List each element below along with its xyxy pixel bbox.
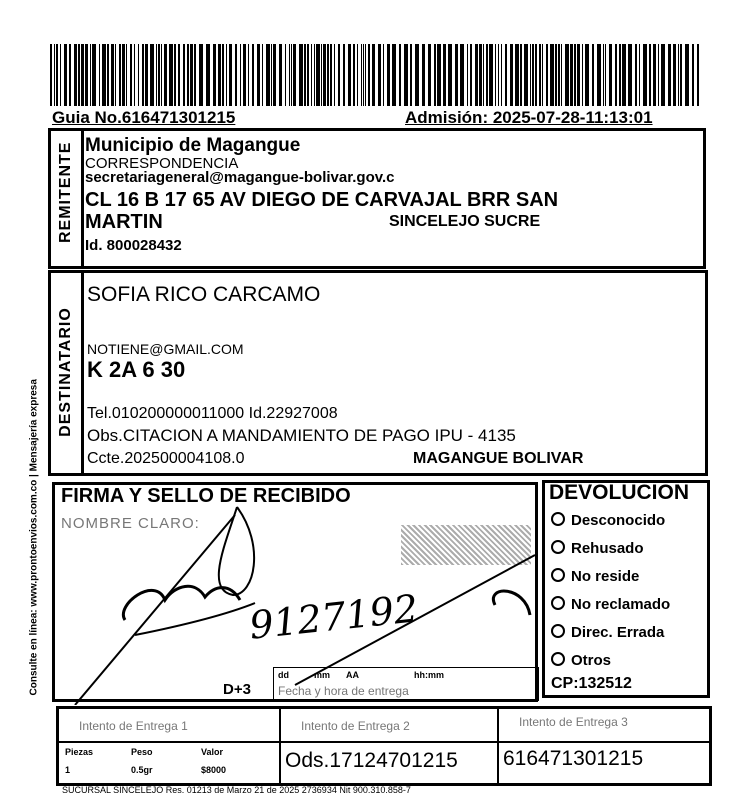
d3-label: D+3 xyxy=(223,681,251,698)
barcode-bar xyxy=(535,44,537,106)
barcode-bar xyxy=(271,44,272,106)
barcode-bar xyxy=(252,44,254,106)
remitente-address-line2: MARTIN xyxy=(85,211,163,233)
barcode-bar xyxy=(383,44,384,106)
barcode-bar xyxy=(307,44,309,106)
barcode-bar xyxy=(122,44,125,106)
barcode-bar xyxy=(649,44,651,106)
detalle-value-valor: $8000 xyxy=(201,765,227,775)
destinatario-label: DESTINATARIO xyxy=(57,307,74,437)
barcode-bar xyxy=(194,44,196,106)
barcode-bar xyxy=(235,44,237,106)
barcode-bar xyxy=(555,44,557,106)
barcode-bar xyxy=(213,44,216,106)
barcode-bar xyxy=(479,44,482,106)
barcode-bar xyxy=(243,44,246,106)
barcode-bar xyxy=(54,44,55,106)
intento-2-label: Intento de Entrega 2 xyxy=(301,719,410,733)
barcode-bar xyxy=(673,44,676,106)
barcode-bar xyxy=(240,44,241,106)
fecha-col-dd: dd xyxy=(278,670,289,680)
intento-1-label: Intento de Entrega 1 xyxy=(79,719,188,733)
guia-number-cell xyxy=(498,742,710,784)
barcode-bar xyxy=(330,44,332,106)
barcode-bar xyxy=(266,44,270,106)
destinatario-city: MAGANGUE BOLIVAR xyxy=(413,450,584,467)
nombre-claro-label: NOMBRE CLARO: xyxy=(61,515,200,532)
barcode-bar xyxy=(434,44,436,106)
barcode-bar xyxy=(622,44,626,106)
admision-timestamp: Admisión: 2025-07-28-11:13:01 xyxy=(405,108,653,127)
barcode-bar xyxy=(678,44,679,106)
barcode-bar xyxy=(107,44,109,106)
barcode-bar xyxy=(226,44,227,106)
fecha-entrega-label: Fecha y hora de entrega xyxy=(278,684,409,698)
fecha-entrega-box xyxy=(273,667,539,701)
barcode-bar xyxy=(363,44,364,106)
barcode-bar xyxy=(692,44,694,106)
barcode-bar xyxy=(156,44,157,106)
remitente-name: Municipio de Magangue xyxy=(85,135,301,156)
barcode-bar xyxy=(428,44,431,106)
devolucion-item: Otros xyxy=(551,652,611,669)
barcode-bar xyxy=(539,44,541,106)
barcode-bar xyxy=(415,44,419,106)
barcode-bar xyxy=(299,44,303,106)
barcode-bar xyxy=(605,44,606,106)
barcode-bar xyxy=(542,44,543,106)
fecha-col-hhmm: hh:mm xyxy=(414,670,444,680)
remitente-email: secretariageneral@magangue-bolivar.gov.c xyxy=(85,169,395,186)
barcode-bar xyxy=(134,44,135,106)
ods-number: Ods.17124701215 xyxy=(285,749,458,772)
barcode-bar xyxy=(293,44,296,106)
barcode-bar xyxy=(187,44,189,106)
barcode-bar xyxy=(643,44,647,106)
devolucion-box xyxy=(542,480,710,698)
destinatario-address: K 2A 6 30 xyxy=(87,357,186,382)
option-circle-icon xyxy=(551,652,565,666)
devolucion-title: DEVOLUCION xyxy=(549,481,690,504)
barcode-bar xyxy=(532,44,534,106)
remitente-id: Id. 800028432 xyxy=(85,237,182,254)
devolucion-item: Desconocido xyxy=(551,512,665,529)
barcode-bar xyxy=(653,44,656,106)
intento-2-cell xyxy=(280,708,498,742)
barcode-bar xyxy=(316,44,320,106)
barcode-bar xyxy=(119,44,121,106)
side-website-text: Consulte en línea: www.prontoenvios.com.co | Mensajería expresa xyxy=(28,379,40,696)
barcode-bar xyxy=(199,44,203,106)
barcode-bar xyxy=(343,44,345,106)
detalle-value-peso: 0.5gr xyxy=(131,765,153,775)
barcode-bar xyxy=(585,44,589,106)
barcode-bar xyxy=(60,44,61,106)
barcode-bar xyxy=(291,44,292,106)
footer-text: SUCURSAL SINCELEJO Res. 01213 de Marzo 21 de 2025 2736934 Nit 900.310.858-7 xyxy=(62,785,411,795)
barcode-bar xyxy=(74,44,77,106)
barcode-bar xyxy=(164,44,167,106)
barcode-bar xyxy=(368,44,370,106)
ods-cell xyxy=(280,742,498,784)
remitente-box xyxy=(48,128,706,269)
barcode-bar xyxy=(285,44,286,106)
barcode-bar xyxy=(515,44,519,106)
barcode-bar xyxy=(142,44,144,106)
barcode-bar xyxy=(577,44,580,106)
barcode-bar xyxy=(372,44,375,106)
guia-number: Guia No.616471301215 xyxy=(52,108,236,127)
intentos-grid xyxy=(56,706,712,786)
barcode-bar xyxy=(262,44,263,106)
barcode-bar xyxy=(357,44,358,106)
detalle-value-piezas: 1 xyxy=(65,765,71,775)
barcode-bar xyxy=(353,44,355,106)
destinatario-email: NOTIENE@GMAIL.COM xyxy=(87,341,244,357)
remitente-city: SINCELEJO SUCRE xyxy=(389,213,541,230)
barcode-bar xyxy=(501,44,502,106)
fecha-col-mm: mm xyxy=(314,670,331,680)
devolucion-item: Direc. Errada xyxy=(551,624,664,641)
option-circle-icon xyxy=(551,512,565,526)
remitente-address-line1: CL 16 B 17 65 AV DIEGO DE CARVAJAL BRR SAN xyxy=(85,189,559,211)
intento-3-cell xyxy=(498,708,710,742)
barcode-bar xyxy=(64,44,67,106)
barcode-bar xyxy=(680,44,682,106)
firma-title: FIRMA Y SELLO DE RECIBIDO xyxy=(61,485,351,507)
barcode-bar xyxy=(99,44,100,106)
barcode-bar xyxy=(574,44,576,106)
barcode-bar xyxy=(570,44,573,106)
barcode xyxy=(50,44,702,106)
barcode-bar xyxy=(111,44,114,106)
destinatario-tel: Tel.010200000011000 Id.22927008 xyxy=(87,405,338,422)
barcode-bar xyxy=(145,44,148,106)
barcode-bar xyxy=(56,44,58,106)
barcode-bar xyxy=(661,44,665,106)
barcode-bar xyxy=(338,44,340,106)
barcode-bar xyxy=(206,44,210,106)
barcode-bar xyxy=(378,44,381,106)
barcode-bar xyxy=(178,44,180,106)
detalle-header-valor: Valor xyxy=(201,747,224,757)
option-circle-icon xyxy=(551,596,565,610)
barcode-bar xyxy=(615,44,617,106)
barcode-bar xyxy=(498,44,499,106)
barcode-bar xyxy=(85,44,88,106)
barcode-bar xyxy=(361,44,362,106)
barcode-bar xyxy=(609,44,612,106)
barcode-bar xyxy=(304,44,306,106)
remitente-label: REMITENTE xyxy=(57,141,74,243)
barcode-bar xyxy=(327,44,329,106)
barcode-bar xyxy=(334,44,335,106)
destinatario-obs: Obs.CITACION A MANDAMIENTO DE PAGO IPU - 4135 xyxy=(87,426,516,445)
barcode-bar xyxy=(81,44,84,106)
barcode-bar xyxy=(524,44,528,106)
barcode-bar xyxy=(279,44,282,106)
barcode-bar xyxy=(520,44,522,106)
handwritten-number: 9127192 xyxy=(247,586,421,648)
barcode-bar xyxy=(448,44,452,106)
destinatario-box xyxy=(48,270,708,476)
barcode-bar xyxy=(289,44,290,106)
barcode-bar xyxy=(365,44,366,106)
barcode-bar xyxy=(321,44,322,106)
barcode-bar xyxy=(546,44,548,106)
barcode-bar xyxy=(387,44,390,106)
barcode-bar xyxy=(410,44,412,106)
barcode-bar xyxy=(467,44,468,106)
remitente-dept: CORRESPONDENCIA xyxy=(85,155,239,172)
barcode-bar xyxy=(126,44,127,106)
barcode-bar xyxy=(392,44,396,106)
barcode-bar xyxy=(697,44,699,106)
barcode-bar xyxy=(505,44,507,106)
barcode-bar xyxy=(489,44,493,106)
barcode-bar xyxy=(561,44,562,106)
firma-box xyxy=(52,482,538,702)
detalle-cell xyxy=(58,742,280,784)
devolucion-item: No reclamado xyxy=(551,596,670,613)
barcode-bar xyxy=(314,44,315,106)
barcode-bar xyxy=(190,44,193,106)
devolucion-item: Rehusado xyxy=(551,540,644,557)
barcode-bar xyxy=(475,44,478,106)
barcode-bar xyxy=(218,44,221,106)
barcode-bar xyxy=(592,44,594,106)
devolucion-cp: CP:132512 xyxy=(551,675,632,692)
barcode-bar xyxy=(248,44,249,106)
barcode-bar xyxy=(603,44,604,106)
guia-number-big: 616471301215 xyxy=(503,747,644,770)
barcode-bar xyxy=(311,44,312,106)
barcode-bar xyxy=(455,44,458,106)
detalle-header-peso: Peso xyxy=(131,747,153,757)
barcode-bar xyxy=(169,44,173,106)
barcode-bar xyxy=(460,44,464,106)
detalle-header-piezas: Piezas xyxy=(65,747,94,757)
barcode-bar xyxy=(628,44,632,106)
option-circle-icon xyxy=(551,568,565,582)
barcode-bar xyxy=(685,44,689,106)
devolucion-item: No reside xyxy=(551,568,639,585)
barcode-bar xyxy=(115,44,116,106)
barcode-bar xyxy=(138,44,139,106)
barcode-bar xyxy=(658,44,659,106)
barcode-bar xyxy=(161,44,162,106)
barcode-bar xyxy=(619,44,621,106)
barcode-bar xyxy=(257,44,260,106)
destinatario-name: SOFIA RICO CARCAMO xyxy=(87,283,321,306)
intento-3-label: Intento de Entrega 3 xyxy=(519,715,628,729)
barcode-bar xyxy=(558,44,560,106)
barcode-bar xyxy=(597,44,601,106)
barcode-bar xyxy=(470,44,472,106)
barcode-bar xyxy=(635,44,637,106)
barcode-bar xyxy=(668,44,671,106)
fecha-col-aa: AA xyxy=(346,670,359,680)
barcode-bar xyxy=(582,44,583,106)
barcode-bar xyxy=(530,44,531,106)
barcode-bar xyxy=(422,44,425,106)
barcode-bar xyxy=(150,44,154,106)
barcode-bar xyxy=(78,44,80,106)
barcode-bar xyxy=(565,44,569,106)
barcode-bar xyxy=(486,44,488,106)
option-circle-icon xyxy=(551,624,565,638)
barcode-bar xyxy=(229,44,232,106)
barcode-bar xyxy=(348,44,351,106)
barcode-bar xyxy=(69,44,71,106)
option-circle-icon xyxy=(551,540,565,554)
destinatario-ccte: Ccte.202500004108.0 xyxy=(87,450,245,467)
barcode-bar xyxy=(399,44,401,106)
barcode-bar xyxy=(50,44,52,106)
barcode-bar xyxy=(323,44,326,106)
barcode-bar xyxy=(437,44,441,106)
barcode-bar xyxy=(273,44,276,106)
barcode-bar xyxy=(404,44,408,106)
barcode-bar xyxy=(483,44,484,106)
barcode-bar xyxy=(174,44,176,106)
barcode-bar xyxy=(550,44,554,106)
intento-1-cell xyxy=(58,708,280,742)
barcode-bar xyxy=(443,44,446,106)
barcode-bar xyxy=(92,44,96,106)
barcode-bar xyxy=(222,44,224,106)
barcode-bar xyxy=(495,44,496,106)
barcode-bar xyxy=(130,44,132,106)
barcode-bar xyxy=(158,44,160,106)
barcode-bar xyxy=(510,44,513,106)
barcode-bar xyxy=(183,44,185,106)
barcode-bar xyxy=(102,44,106,106)
barcode-bar xyxy=(639,44,640,106)
barcode-bar xyxy=(90,44,91,106)
